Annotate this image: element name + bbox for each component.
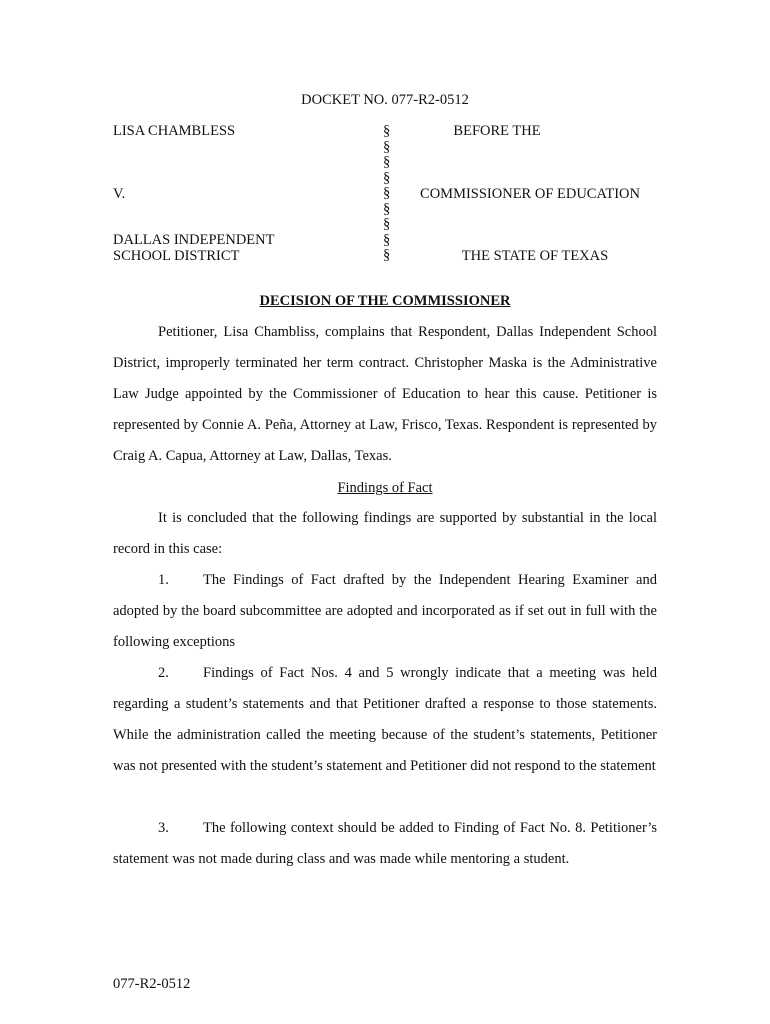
findings-heading: Findings of Fact [337, 480, 433, 496]
petitioner-name: LISA CHAMBLESS [113, 123, 236, 139]
intro-paragraph: Petitioner, Lisa Chambliss, complains that Respondent, Dallas Independent School District, improperly terminated her term contract. Christopher Maska is the Administrative Law Judge appointed by the Commissioner of Education to hear this cause. Petitioner is represented by Connie A. Peña, Attorney at Law, Frisco, Texas. Respondent is represented by Craig A. Capua, Attorney at Law, Dallas, Texas. [113, 324, 657, 464]
section-mark: § [383, 138, 391, 155]
finding-text: The Findings of Fact drafted by the Independent Hearing Examiner and adopted by the board subcommittee are adopted and incorporated as if set out in full with the following exceptions [113, 572, 657, 650]
finding-text: Findings of Fact Nos. 4 and 5 wrongly indicate that a meeting was held regarding a student’s statements and that Petitioner drafted a response to those statements. While the administration called the meeting because of the student’s statements, Petitioner was not presented with the student’s statement and Petitioner did not respond to the statement [113, 665, 657, 774]
section-mark: § [383, 247, 391, 263]
before-the-label: BEFORE THE [453, 123, 541, 139]
commissioner-label: COMMISSIONER OF EDUCATION [420, 186, 640, 202]
section-mark: § [383, 216, 391, 232]
finding-number: 1. [158, 572, 169, 588]
page-footer-docket: 077-R2-0512 [113, 976, 191, 992]
docket-number: DOCKET NO. 077-R2-0512 [301, 92, 469, 108]
finding-item [113, 565, 657, 658]
finding-number: 2. [158, 665, 169, 681]
section-mark-column [383, 124, 395, 264]
state-label: THE STATE OF TEXAS [461, 248, 609, 264]
findings-lead-paragraph: It is concluded that the following findings are supported by substantial in the local record in this case: [113, 510, 657, 557]
section-mark: § [383, 123, 391, 139]
section-mark: § [383, 169, 391, 186]
respondent-name-line2: SCHOOL DISTRICT [113, 248, 240, 264]
respondent-name-line1: DALLAS INDEPENDENT [113, 232, 275, 248]
decision-title: DECISION OF THE COMMISSIONER [259, 293, 511, 309]
finding-item [113, 658, 657, 782]
finding-number: 3. [158, 820, 169, 836]
section-mark: § [383, 231, 391, 248]
section-mark: § [383, 200, 391, 217]
finding-item [113, 813, 657, 875]
section-mark: § [383, 185, 391, 201]
versus-label: V. [113, 186, 126, 202]
section-mark: § [383, 154, 391, 170]
finding-text: The following context should be added to Finding of Fact No. 8. Petitioner’s statement was not made during class and was made while mentoring a student. [113, 820, 657, 867]
